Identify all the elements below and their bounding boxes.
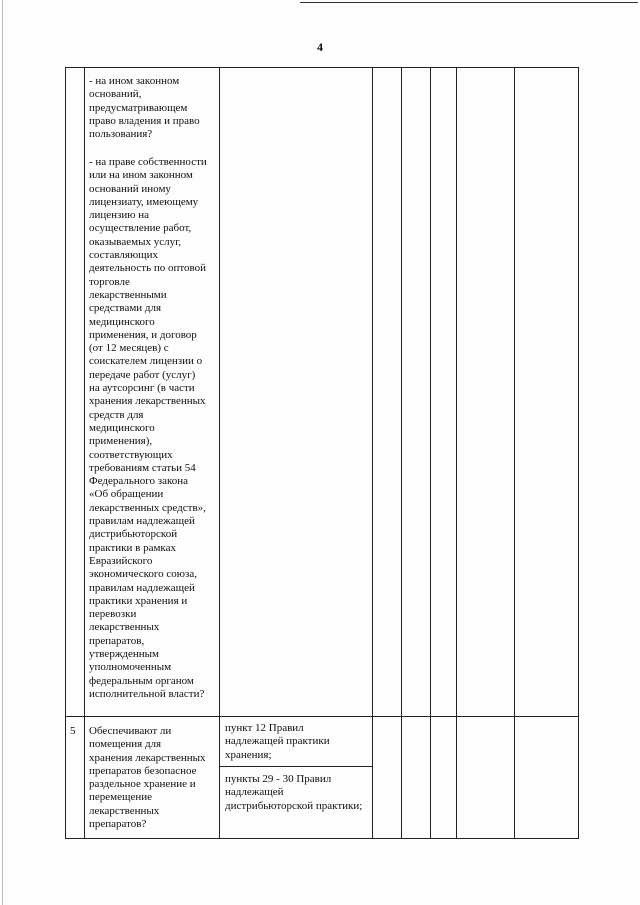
table-border-top bbox=[65, 67, 579, 68]
column-divider-na bbox=[456, 67, 457, 839]
row-number: 5 bbox=[70, 725, 76, 737]
table-border-bottom bbox=[65, 838, 579, 839]
row-divider bbox=[65, 716, 579, 717]
page-number: 4 bbox=[317, 40, 323, 54]
scan-edge-left bbox=[2, 0, 3, 905]
column-divider-no bbox=[430, 67, 431, 839]
reference-storage-rules: пункт 12 Правил надлежащей практики хранения; bbox=[225, 722, 330, 761]
question-text-other-basis: - на ином законном оснований, предусматривающем право владения и право пользования? bbox=[89, 75, 200, 141]
column-divider-yes bbox=[401, 67, 402, 839]
table-border-right bbox=[578, 67, 579, 839]
column-divider-notes bbox=[514, 67, 515, 839]
question-text-ownership: - на праве собственности или на ином законном оснований иному лицензиату, имеющему лицензию на осуществление работ, оказываемых услуг, составляющих деятельность по оптовой торговле лекарственными средствами для медицинского применения, и договор (от 12 месяцев) с соискателем лицензии о передаче работ (услуг) на аутсорсинг (в части хранения лекарственных средств для медицинского применения), соответствующих требованиям статьи 54 Федерального закона «Об обращении лекарственных средств», правилам надлежащей дистрибьюторской практики в рамках Евразийского экономического союза, правилам надлежащей практики хранения и перевозки лекарственных препаратов, утвержденным уполномоченным федеральным органом исполнительной власти? bbox=[89, 156, 207, 700]
table-border-left bbox=[65, 67, 66, 839]
scan-edge-top bbox=[300, 2, 638, 3]
column-divider-reference bbox=[372, 67, 373, 839]
column-divider-question bbox=[219, 67, 220, 839]
question-text-storage: Обеспечивают ли помещения для хранения лекарственных препаратов безопасное раздельное хранение и перемещение лекарственных препаратов? bbox=[89, 725, 206, 831]
reference-divider bbox=[220, 766, 373, 767]
reference-distribution-rules: пункты 29 - 30 Правил надлежащей дистрибьюторской практики; bbox=[225, 773, 363, 812]
column-divider-number bbox=[84, 67, 85, 839]
